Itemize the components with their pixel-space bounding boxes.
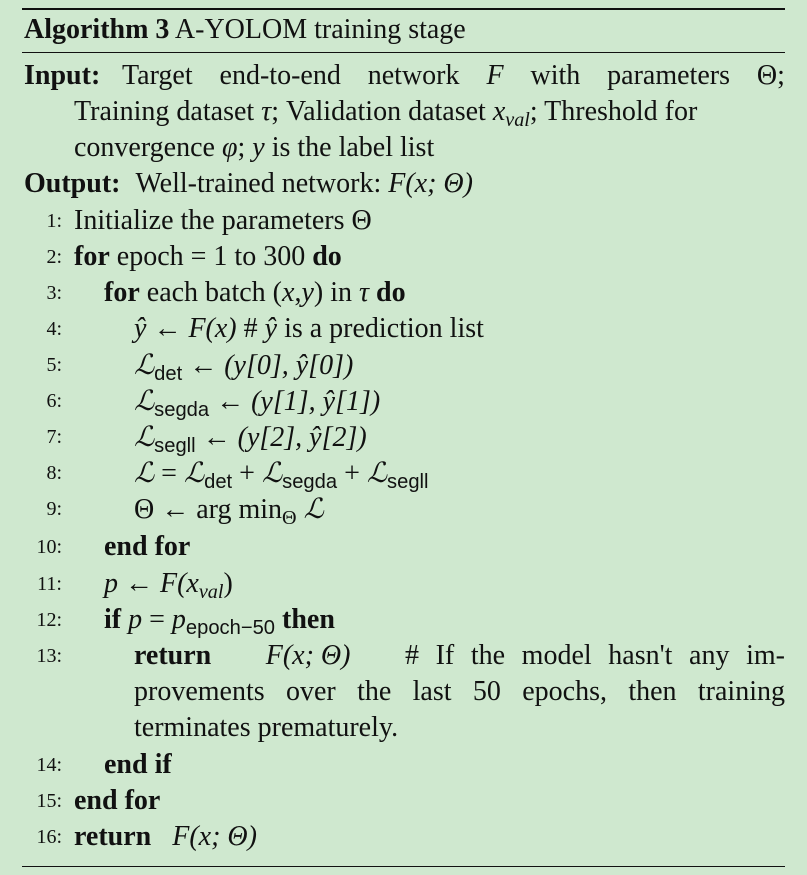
input-word: with (530, 60, 581, 91)
line-number: 10: (36, 536, 62, 558)
loss-symbol: ℒ (134, 348, 155, 381)
line-number: 13: (36, 645, 62, 667)
top-rule (22, 8, 785, 10)
assign-arrow: ← (125, 568, 153, 599)
line-3 (104, 275, 406, 311)
x-symbol: x (492, 96, 506, 127)
line-text: ) in (313, 277, 352, 308)
line-number: 1: (46, 210, 62, 232)
yhat-symbol: ŷ (264, 313, 278, 344)
input-text: is the label list (271, 132, 435, 163)
formula: F(x) (188, 313, 237, 344)
input-text: ; Validation dataset (271, 96, 486, 127)
input-symbol: F (486, 60, 504, 91)
output-text: Well-trained network: (135, 168, 382, 199)
plus-sign: + (344, 458, 360, 489)
p-symbol: p (104, 568, 118, 599)
input-word: network (367, 60, 460, 91)
input-symbol: Θ; (756, 60, 785, 91)
line-number: 16: (36, 826, 62, 848)
comment-text: # If the model hasn't any im- (404, 640, 785, 671)
line-number: 3: (46, 282, 62, 304)
line-number: 7: (46, 426, 62, 448)
loss-symbol: ℒ (134, 420, 155, 453)
line-number: 12: (36, 609, 62, 631)
line-number: 5: (46, 354, 62, 376)
equals-sign: = (149, 604, 165, 635)
output-formula: F(x; Θ) (388, 168, 473, 199)
formula: F(x; Θ) (172, 821, 257, 852)
assign-arrow: ← (161, 494, 190, 525)
formula: ) (223, 568, 233, 599)
line-number: 11: (37, 573, 62, 595)
loss-symbol: ℒ (303, 492, 324, 525)
formula: F(x; Θ) (265, 640, 351, 671)
val-subscript: val (198, 581, 224, 604)
input-label: Input: (24, 60, 101, 91)
title-rule (22, 52, 785, 53)
loss-subscript: det (154, 363, 183, 386)
loop-range: epoch = 1 to 300 (116, 241, 306, 272)
keyword-return: return (74, 821, 152, 852)
loss-symbol: ℒ (261, 456, 283, 489)
input-text: convergence (74, 132, 215, 163)
loss-symbol: ℒ (134, 384, 155, 417)
comment-hash: # (243, 313, 258, 344)
epoch-subscript: epoch−50 (185, 617, 276, 640)
theta-symbol: Θ (134, 494, 155, 525)
output-line (24, 166, 473, 202)
line-text: each batch ( (146, 277, 283, 308)
y-symbol: y (301, 277, 314, 308)
loss-subscript: segll (387, 471, 429, 494)
p-symbol: p (128, 604, 143, 635)
equals-sign: = (161, 458, 177, 489)
input-word: end-to-end (219, 60, 341, 91)
p-symbol: p (171, 604, 186, 635)
comment-text: is a prediction list (284, 313, 484, 344)
loss-subscript: segda (154, 399, 210, 422)
loss-symbol: ℒ (366, 456, 388, 489)
algorithm-title (24, 12, 466, 48)
line-13a (134, 638, 785, 674)
argmin-operator: arg min (196, 494, 283, 525)
loss-subscript: segll (154, 435, 196, 458)
input-text: ; Threshold for (529, 96, 698, 127)
input-word: Target (122, 60, 193, 91)
x-symbol: x (282, 277, 295, 308)
input-word: parameters (607, 60, 730, 91)
line-number: 6: (46, 390, 62, 412)
val-subscript: val (505, 109, 530, 132)
line-2 (74, 239, 342, 275)
formula: F(x (160, 568, 199, 599)
tau-symbol: τ (359, 277, 370, 308)
line-1: Initialize the parameters Θ (74, 205, 372, 236)
formula: ← (y[1], ŷ[1]) (216, 386, 381, 417)
line-text: , (294, 277, 302, 308)
line-14: end if (104, 749, 172, 780)
loss-symbol: ℒ (134, 456, 155, 489)
algorithm-label: Algorithm 3 (24, 14, 170, 45)
keyword-return: return (134, 640, 212, 671)
output-label: Output: (24, 168, 121, 199)
line-13b: provements over the last 50 epochs, then training (134, 676, 785, 707)
bottom-rule (22, 866, 785, 867)
loss-subscript: det (204, 471, 233, 494)
input-label-line (24, 58, 100, 94)
phi-symbol: φ (221, 132, 238, 163)
y-symbol: y (252, 132, 265, 163)
line-number: 8: (46, 462, 62, 484)
formula: ← (y[2], ŷ[2]) (202, 422, 367, 453)
algorithm-name: A-YOLOM training stage (174, 14, 466, 45)
line-number: 15: (36, 790, 62, 812)
input-text: ; (237, 132, 246, 163)
line-13c: terminates prematurely. (134, 712, 399, 743)
line-number: 9: (46, 498, 62, 520)
line-number: 14: (36, 754, 62, 776)
keyword-do: do (376, 277, 406, 308)
keyword-if: if (104, 604, 122, 635)
line-10: end for (104, 531, 191, 562)
keyword-then: then (282, 604, 335, 635)
input-line-1 (122, 58, 785, 94)
tau-symbol: τ (261, 96, 272, 127)
formula: ← (y[0], ŷ[0]) (189, 350, 354, 381)
keyword-do: do (312, 241, 342, 272)
input-text: Training dataset (74, 96, 255, 127)
line-number: 2: (46, 246, 62, 268)
input-line-3 (74, 130, 434, 166)
argmin-subscript: Θ (282, 507, 297, 530)
loss-symbol: ℒ (183, 456, 205, 489)
line-4 (134, 311, 484, 347)
assign-arrow: ← (153, 313, 182, 344)
loss-subscript: segda (282, 471, 338, 494)
line-number: 4: (46, 318, 62, 340)
line-15: end for (74, 785, 161, 816)
yhat-symbol: ŷ (134, 313, 147, 344)
plus-sign: + (239, 458, 255, 489)
line-16 (74, 819, 257, 855)
keyword-for: for (104, 277, 140, 308)
keyword-for: for (74, 241, 110, 272)
